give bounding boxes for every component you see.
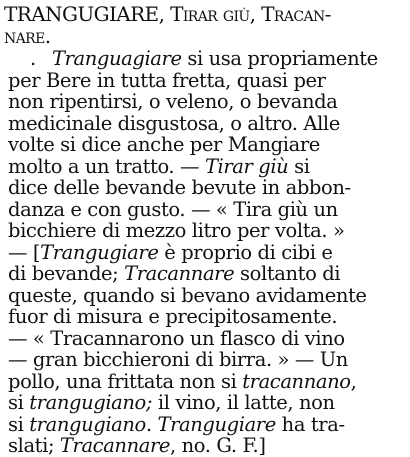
leading-dot: .	[30, 47, 36, 70]
body-text: è proprio di cibi e	[158, 241, 333, 264]
synonym-tracannare-part-2: nare	[4, 24, 45, 48]
body-text: volte si dice anche per Mangiare	[8, 133, 320, 156]
body-text: bicchiere di mezzo litro per volta. »	[8, 219, 345, 242]
body-line-15	[8, 349, 348, 371]
body-line-7	[8, 177, 351, 199]
body-line-4	[8, 113, 340, 135]
body-text: queste, quando si bevano avidamente	[8, 284, 367, 307]
entry-heading-line-1	[4, 3, 331, 25]
body-text: .	[145, 413, 158, 436]
body-text: — gran bicchieroni di birra. » — Un	[8, 348, 348, 371]
italic-term: Tranguagiare	[52, 47, 182, 70]
body-line-6	[8, 156, 310, 178]
body-text: si	[288, 155, 310, 178]
body-text: fuor di misura e precipitosamente.	[8, 305, 338, 328]
body-text: slati;	[8, 434, 60, 457]
heading-period: .	[44, 24, 51, 48]
body-line-9	[8, 220, 345, 242]
italic-term: Tracannare	[59, 434, 171, 457]
body-line-18	[8, 414, 345, 436]
italic-term: Tirar giù	[204, 155, 289, 178]
heading-separator: ,	[249, 2, 262, 26]
body-line-11	[8, 263, 340, 285]
body-text: ,	[350, 370, 357, 393]
italic-term: Trangugiare	[40, 241, 159, 264]
body-line-14	[8, 328, 345, 350]
body-line-17	[8, 392, 335, 414]
italic-term: tracannano	[242, 370, 351, 393]
body-text: si	[8, 391, 30, 414]
body-line-19	[8, 435, 266, 457]
body-text: per Bere in tutta fretta, quasi per	[8, 69, 326, 92]
body-text: — « Tracannarono un flasco di vino	[8, 327, 345, 350]
body-text: danza e con gusto. — « Tira giù un	[8, 198, 338, 221]
body-text: non ripentirsi, o veleno, o bevanda	[8, 90, 338, 113]
body-text: ha tra-	[275, 413, 345, 436]
body-text: si usa propriamente	[181, 47, 378, 70]
body-text: — [	[8, 241, 41, 264]
synonym-tirar-giu: Tirar giù	[170, 2, 250, 26]
body-line-13	[8, 306, 337, 328]
italic-term: trangugiano	[29, 413, 146, 436]
body-line-10	[8, 242, 332, 264]
body-text: medicinale disgustosa, o altro. Alle	[8, 112, 340, 135]
italic-term: Tracannare	[124, 262, 235, 285]
body-line-16	[8, 371, 356, 393]
body-text: il vino, il latte, non	[152, 391, 335, 414]
italic-term: trangugiano;	[29, 391, 153, 414]
synonym-tracannare-part-1: Tracan-	[261, 2, 331, 26]
body-text: pollo, una frittata non si	[8, 370, 243, 393]
body-text: si	[8, 413, 30, 436]
body-line-3	[8, 91, 337, 113]
body-text: soltanto di	[234, 262, 341, 285]
body-text: molto a un tratto. —	[8, 155, 205, 178]
body-line-5	[8, 134, 320, 156]
body-text: , no. G. F.]	[170, 434, 266, 457]
body-line-8	[8, 199, 338, 221]
body-text: di bevande;	[8, 262, 125, 285]
entry-heading-line-2	[4, 25, 51, 47]
body-line-1	[30, 48, 378, 70]
body-line-12	[8, 285, 367, 307]
body-line-2	[8, 70, 326, 92]
body-text: dice delle bevande bevute in abbon-	[8, 176, 351, 199]
heading-separator: ,	[158, 2, 171, 26]
italic-term: Trangugiare	[157, 413, 276, 436]
headword: TRANGUGIARE	[4, 2, 159, 26]
